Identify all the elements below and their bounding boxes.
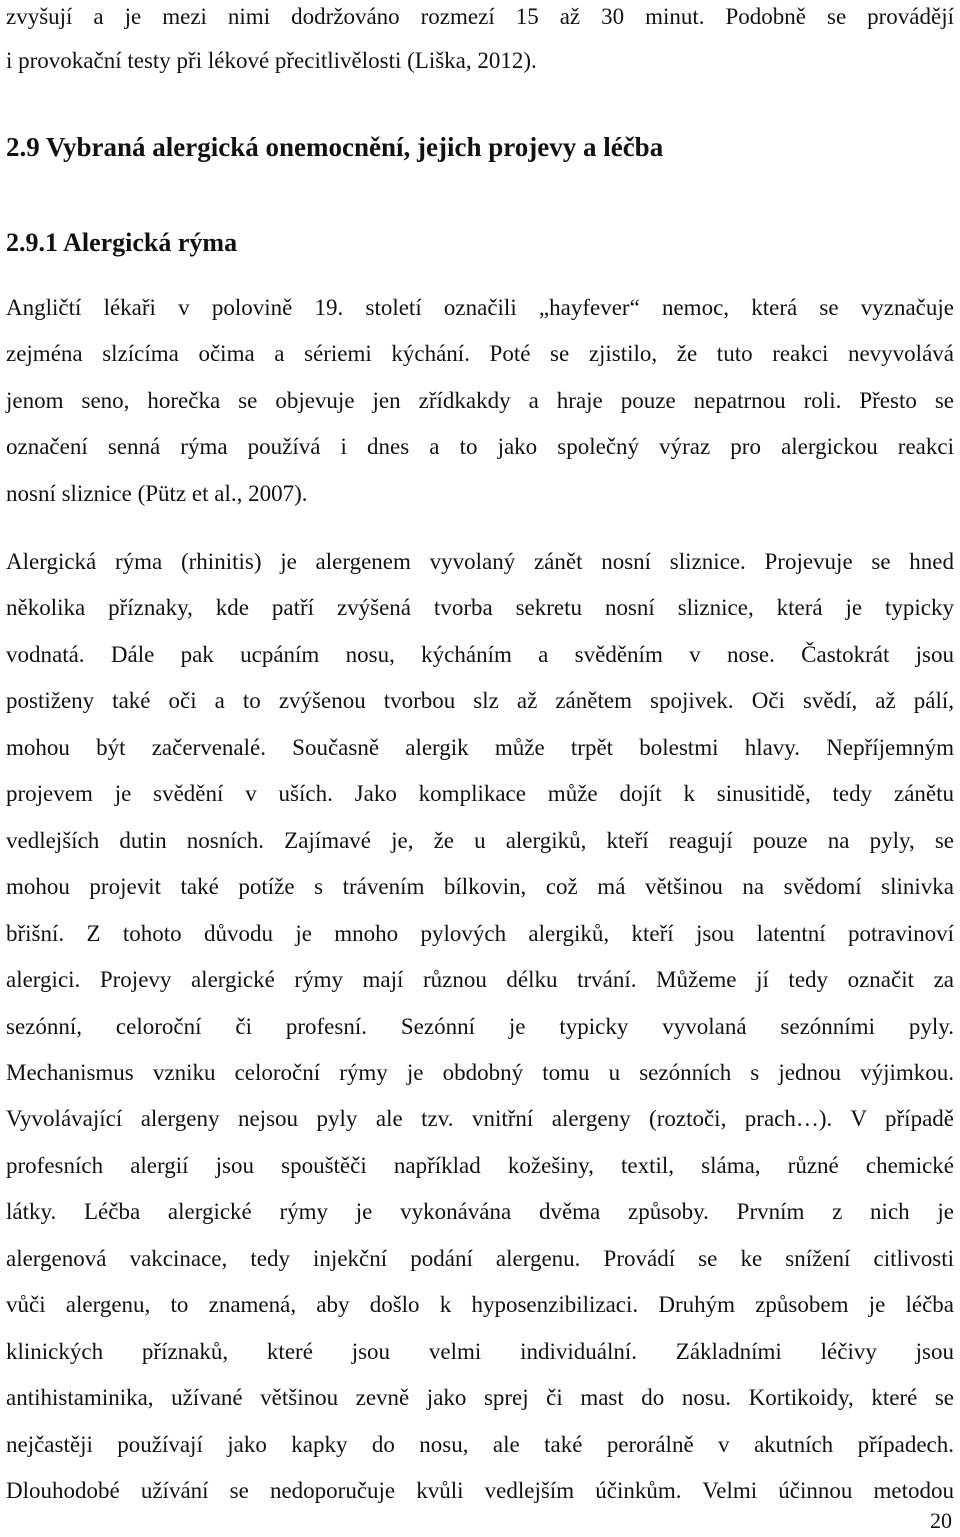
paragraph-line: alergenová vakcinace, tedy injekční podání alergenu. Provádí se ke snížení citlivosti [6, 1246, 954, 1271]
paragraph-line: profesních alergií jsou spouštěči například kožešiny, textil, sláma, různé chemické [6, 1153, 954, 1178]
paragraph-line: látky. Léčba alergické rýmy je vykonávána dvěma způsoby. Prvním z nich je [6, 1199, 954, 1224]
paragraph-line: postiženy také oči a to zvýšenou tvorbou slz až zánětem spojivek. Oči svědí, až pálí, [6, 688, 954, 713]
paragraph-line: antihistaminika, užívané většinou zevně jako sprej či mast do nosu. Kortikoidy, které se [6, 1385, 954, 1410]
paragraph-line: Dlouhodobé užívání se nedoporučuje kvůli vedlejším účinkům. Velmi účinnou metodou [6, 1478, 954, 1503]
paragraph-line: sezónní, celoroční či profesní. Sezónní je typicky vyvolaná sezónními pyly. [6, 1014, 954, 1039]
paragraph-line: několika příznaky, kde patří zvýšená tvorba sekretu nosní sliznice, která je typicky [6, 595, 954, 620]
paragraph-line: označení senná rýma používá i dnes a to jako společný výraz pro alergickou reakci [6, 434, 954, 459]
paragraph-line: mohou být začervenalé. Současně alergik může trpět bolestmi hlavy. Nepříjemným [6, 735, 954, 760]
paragraph-line: jenom seno, horečka se objevuje jen zřídkakdy a hraje pouze nepatrnou roli. Přesto se [6, 388, 954, 413]
paragraph-line: nosní sliznice (Pütz et al., 2007). [6, 481, 308, 506]
paragraph-line: zejména slzícíma očima a sériemi kýchání. Poté se zjistilo, že tuto reakci nevyvolává [6, 341, 954, 366]
paragraph-line: vůči alergenu, to znamená, aby došlo k hyposenzibilizaci. Druhým způsobem je léčba [6, 1292, 954, 1317]
paragraph-line: Alergická rýma (rhinitis) je alergenem vyvolaný zánět nosní sliznice. Projevuje se hned [6, 549, 954, 574]
paragraph-line: i provokační testy při lékové přecitlivělosti (Liška, 2012). [6, 48, 537, 73]
section-heading: 2.9 Vybraná alergická onemocnění, jejich projevy a léčba [6, 132, 664, 162]
paragraph-line: Mechanismus vzniku celoroční rýmy je obdobný tomu u sezónních s jednou výjimkou. [6, 1060, 954, 1085]
paragraph-line: Vyvolávající alergeny nejsou pyly ale tzv. vnitřní alergeny (roztoči, prach…). V případě [6, 1106, 954, 1131]
paragraph-line: alergici. Projevy alergické rýmy mají různou délku trvání. Můžeme jí tedy označit za [6, 967, 954, 992]
paragraph-line: Angličtí lékaři v polovině 19. století označili „hayfever“ nemoc, která se vyznačuje [6, 295, 954, 320]
subsection-heading: 2.9.1 Alergická rýma [6, 228, 238, 257]
paragraph-line: mohou projevit také potíže s trávením bílkovin, což má většinou na svědomí slinivka [6, 874, 954, 899]
paragraph-line: vedlejších dutin nosních. Zajímavé je, že u alergiků, kteří reagují pouze na pyly, se [6, 828, 954, 853]
paragraph-line: vodnatá. Dále pak ucpáním nosu, kýcháním a svěděním v nose. Častokrát jsou [6, 642, 954, 667]
paragraph-line: zvyšují a je mezi nimi dodržováno rozmezí 15 až 30 minut. Podobně se provádějí [6, 4, 954, 29]
paragraph-line: projevem je svědění v uších. Jako komplikace může dojít k sinusitidě, tedy zánětu [6, 781, 954, 806]
paragraph-line: klinických příznaků, které jsou velmi individuální. Základními léčivy jsou [6, 1339, 954, 1364]
paragraph-line: nejčastěji používají jako kapky do nosu, ale také perorálně v akutních případech. [6, 1432, 954, 1457]
page-number: 20 [930, 1508, 952, 1533]
paragraph-line: břišní. Z tohoto důvodu je mnoho pylových alergiků, kteří jsou latentní potravinoví [6, 921, 954, 946]
